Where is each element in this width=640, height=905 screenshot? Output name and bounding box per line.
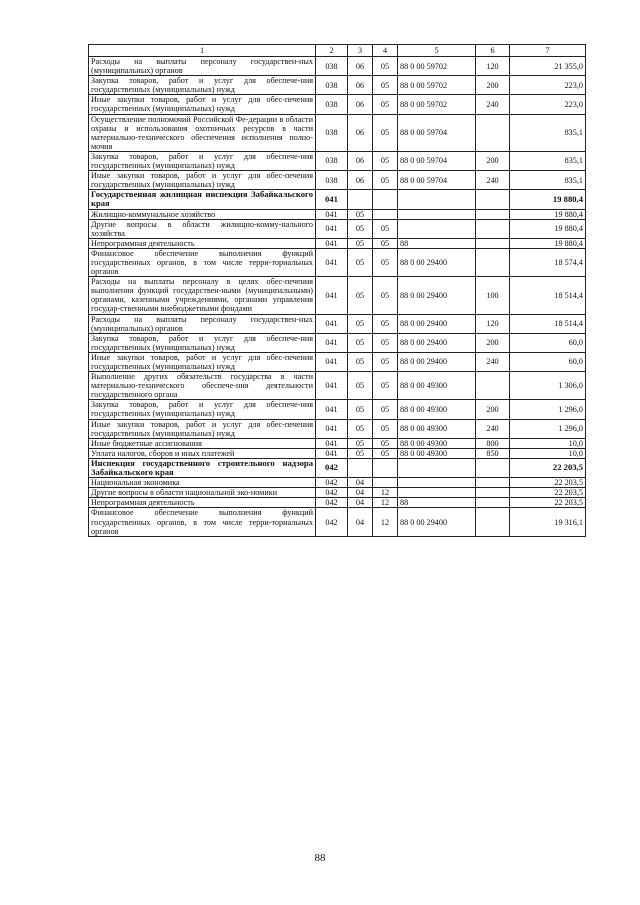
section-code-cell bbox=[348, 190, 373, 209]
amount-cell: 18 514,4 bbox=[510, 277, 586, 314]
expense-name-cell: Финансовое обеспечение выполнения функций государственных органов, в том числе терри-ториальных органов bbox=[89, 248, 316, 276]
department-code-cell: 042 bbox=[316, 498, 348, 508]
department-code-cell: 041 bbox=[316, 248, 348, 276]
section-code-cell bbox=[348, 458, 373, 477]
header-cell: 6 bbox=[476, 45, 510, 57]
expense-type-cell: 120 bbox=[476, 57, 510, 76]
subsection-code-cell bbox=[373, 478, 398, 488]
expense-name-cell: Финансовое обеспечение выполнения функций государственных органов, в том числе терри-ториальных органов bbox=[89, 508, 316, 536]
table-row bbox=[89, 372, 586, 400]
subsection-code-cell bbox=[373, 209, 398, 219]
target-article-cell: 88 bbox=[398, 238, 476, 248]
amount-cell: 22 203,5 bbox=[510, 488, 586, 498]
department-code-cell: 038 bbox=[316, 76, 348, 95]
table-row bbox=[89, 488, 586, 498]
department-code-cell: 042 bbox=[316, 458, 348, 477]
section-code-cell: 05 bbox=[348, 419, 373, 438]
subsection-code-cell: 05 bbox=[373, 238, 398, 248]
department-code-cell: 042 bbox=[316, 478, 348, 488]
department-code-cell: 042 bbox=[316, 508, 348, 536]
expense-name-cell: Расходы на выплаты персоналу в целях обес-печения выполнения функций государствен-ными (муниципальными) органами, казенными учреждениями, органами управления государ-ственными внебюджетными фондами bbox=[89, 277, 316, 314]
department-code-cell: 038 bbox=[316, 171, 348, 190]
department-code-cell: 041 bbox=[316, 238, 348, 248]
expense-name-cell: Осуществление полномочий Российской Фе-дерации в области охраны и использования охотничьих ресурсов в части материально-технического обеспечения исполнения полно-мочия bbox=[89, 114, 316, 151]
table-row bbox=[89, 209, 586, 219]
amount-cell: 835,1 bbox=[510, 114, 586, 151]
amount-cell: 1 296,0 bbox=[510, 419, 586, 438]
expense-name-cell: Расходы на выплаты персоналу государствен-ных (муниципальных) органов bbox=[89, 57, 316, 76]
expense-type-cell bbox=[476, 488, 510, 498]
department-code-cell: 041 bbox=[316, 352, 348, 371]
amount-cell: 10,0 bbox=[510, 448, 586, 458]
department-code-cell: 041 bbox=[316, 209, 348, 219]
table-row bbox=[89, 248, 586, 276]
header-cell: 5 bbox=[398, 45, 476, 57]
section-code-cell: 05 bbox=[348, 238, 373, 248]
header-cell: 7 bbox=[510, 45, 586, 57]
expense-name-cell: Непрограммная деятельность bbox=[89, 498, 316, 508]
subsection-code-cell: 05 bbox=[373, 419, 398, 438]
amount-cell: 22 203,5 bbox=[510, 478, 586, 488]
subsection-code-cell: 05 bbox=[373, 352, 398, 371]
amount-cell: 19 880,4 bbox=[510, 238, 586, 248]
section-code-cell: 06 bbox=[348, 151, 373, 170]
amount-cell: 835,1 bbox=[510, 151, 586, 170]
expense-type-cell bbox=[476, 458, 510, 477]
department-code-cell: 038 bbox=[316, 57, 348, 76]
section-code-cell: 06 bbox=[348, 95, 373, 114]
expense-type-cell: 100 bbox=[476, 277, 510, 314]
expense-name-cell: Инспекция государственного строительного надзора Забайкальского края bbox=[89, 458, 316, 477]
target-article-cell bbox=[398, 458, 476, 477]
section-code-cell: 05 bbox=[348, 448, 373, 458]
amount-cell: 223,0 bbox=[510, 95, 586, 114]
section-code-cell: 06 bbox=[348, 114, 373, 151]
expense-name-cell: Непрограммная деятельность bbox=[89, 238, 316, 248]
section-code-cell: 05 bbox=[348, 219, 373, 238]
amount-cell: 18 514,4 bbox=[510, 314, 586, 333]
subsection-code-cell: 05 bbox=[373, 114, 398, 151]
target-article-cell bbox=[398, 219, 476, 238]
expense-type-cell: 200 bbox=[476, 333, 510, 352]
table-row bbox=[89, 151, 586, 170]
section-code-cell: 05 bbox=[348, 248, 373, 276]
expense-name-cell: Иные закупки товаров, работ и услуг для обес-печения государственных (муниципальных) нужд bbox=[89, 419, 316, 438]
target-article-cell bbox=[398, 488, 476, 498]
amount-cell: 22 203,5 bbox=[510, 458, 586, 477]
section-code-cell: 05 bbox=[348, 333, 373, 352]
target-article-cell: 88 0 00 29400 bbox=[398, 333, 476, 352]
subsection-code-cell: 05 bbox=[373, 314, 398, 333]
expense-type-cell bbox=[476, 238, 510, 248]
target-article-cell: 88 0 00 59702 bbox=[398, 76, 476, 95]
section-code-cell: 04 bbox=[348, 478, 373, 488]
table-row bbox=[89, 448, 586, 458]
table-row bbox=[89, 419, 586, 438]
target-article-cell: 88 0 00 29400 bbox=[398, 248, 476, 276]
table-row bbox=[89, 114, 586, 151]
target-article-cell: 88 0 00 59702 bbox=[398, 57, 476, 76]
table-row bbox=[89, 190, 586, 209]
amount-cell: 1 296,0 bbox=[510, 400, 586, 419]
table-row bbox=[89, 438, 586, 448]
subsection-code-cell bbox=[373, 190, 398, 209]
department-code-cell: 041 bbox=[316, 448, 348, 458]
target-article-cell: 88 0 00 29400 bbox=[398, 352, 476, 371]
table-row bbox=[89, 238, 586, 248]
section-code-cell: 05 bbox=[348, 277, 373, 314]
expense-name-cell: Выполнение других обязательств государства в части материально-технического обеспече-ния деятельности государственного органа bbox=[89, 372, 316, 400]
section-code-cell: 06 bbox=[348, 76, 373, 95]
expense-name-cell: Закупка товаров, работ и услуг для обеспече-ния государственных (муниципальных) нужд bbox=[89, 333, 316, 352]
expense-name-cell: Закупка товаров, работ и услуг для обеспече-ния государственных (муниципальных) нужд bbox=[89, 151, 316, 170]
expense-name-cell: Иные закупки товаров, работ и услуг для обес-печения государственных (муниципальных) нужд bbox=[89, 352, 316, 371]
target-article-cell bbox=[398, 190, 476, 209]
table-row bbox=[89, 277, 586, 314]
table-row bbox=[89, 95, 586, 114]
target-article-cell: 88 0 00 29400 bbox=[398, 508, 476, 536]
table-row bbox=[89, 352, 586, 371]
target-article-cell: 88 0 00 59704 bbox=[398, 171, 476, 190]
expense-type-cell bbox=[476, 190, 510, 209]
amount-cell: 22 203,5 bbox=[510, 498, 586, 508]
department-code-cell: 041 bbox=[316, 277, 348, 314]
expense-type-cell: 850 bbox=[476, 448, 510, 458]
table-row bbox=[89, 478, 586, 488]
target-article-cell: 88 0 00 29400 bbox=[398, 277, 476, 314]
section-code-cell: 05 bbox=[348, 209, 373, 219]
subsection-code-cell: 05 bbox=[373, 372, 398, 400]
section-code-cell: 05 bbox=[348, 438, 373, 448]
subsection-code-cell: 05 bbox=[373, 333, 398, 352]
header-cell: 2 bbox=[316, 45, 348, 57]
amount-cell: 60,0 bbox=[510, 333, 586, 352]
target-article-cell: 88 0 00 59704 bbox=[398, 151, 476, 170]
target-article-cell: 88 0 00 49300 bbox=[398, 400, 476, 419]
table-row bbox=[89, 498, 586, 508]
subsection-code-cell: 12 bbox=[373, 508, 398, 536]
amount-cell: 835,1 bbox=[510, 171, 586, 190]
subsection-code-cell: 12 bbox=[373, 498, 398, 508]
target-article-cell: 88 0 00 59704 bbox=[398, 114, 476, 151]
expense-name-cell: Уплата налогов, сборов и иных платежей bbox=[89, 448, 316, 458]
department-code-cell: 041 bbox=[316, 372, 348, 400]
amount-cell: 21 355,0 bbox=[510, 57, 586, 76]
expense-type-cell: 240 bbox=[476, 171, 510, 190]
subsection-code-cell: 05 bbox=[373, 76, 398, 95]
target-article-cell bbox=[398, 209, 476, 219]
expense-type-cell: 800 bbox=[476, 438, 510, 448]
expense-type-cell: 200 bbox=[476, 400, 510, 419]
subsection-code-cell: 05 bbox=[373, 171, 398, 190]
expense-name-cell: Иные бюджетные ассигнования bbox=[89, 438, 316, 448]
table-row bbox=[89, 333, 586, 352]
amount-cell: 19 880,4 bbox=[510, 190, 586, 209]
section-code-cell: 06 bbox=[348, 57, 373, 76]
amount-cell: 223,0 bbox=[510, 76, 586, 95]
expense-name-cell: Национальная экономика bbox=[89, 478, 316, 488]
department-code-cell: 041 bbox=[316, 190, 348, 209]
amount-cell: 10,0 bbox=[510, 438, 586, 448]
header-cell: 3 bbox=[348, 45, 373, 57]
target-article-cell: 88 0 00 49300 bbox=[398, 448, 476, 458]
subsection-code-cell: 05 bbox=[373, 438, 398, 448]
section-code-cell: 06 bbox=[348, 171, 373, 190]
target-article-cell: 88 0 00 49300 bbox=[398, 372, 476, 400]
subsection-code-cell: 05 bbox=[373, 448, 398, 458]
department-code-cell: 042 bbox=[316, 488, 348, 498]
table-row bbox=[89, 400, 586, 419]
table-row bbox=[89, 314, 586, 333]
target-article-cell: 88 0 00 29400 bbox=[398, 314, 476, 333]
target-article-cell: 88 0 00 49300 bbox=[398, 438, 476, 448]
department-code-cell: 038 bbox=[316, 151, 348, 170]
amount-cell: 19 880,4 bbox=[510, 219, 586, 238]
amount-cell: 19 880,4 bbox=[510, 209, 586, 219]
header-cell: 4 bbox=[373, 45, 398, 57]
expense-type-cell bbox=[476, 209, 510, 219]
target-article-cell: 88 bbox=[398, 498, 476, 508]
expense-type-cell bbox=[476, 508, 510, 536]
expense-type-cell bbox=[476, 478, 510, 488]
expense-name-cell: Иные закупки товаров, работ и услуг для обес-печения государственных (муниципальных) нужд bbox=[89, 171, 316, 190]
expense-name-cell: Закупка товаров, работ и услуг для обеспече-ния государственных (муниципальных) нужд bbox=[89, 400, 316, 419]
expense-name-cell: Расходы на выплаты персоналу государствен-ных (муниципальных) органов bbox=[89, 314, 316, 333]
amount-cell: 60,0 bbox=[510, 352, 586, 371]
subsection-code-cell: 05 bbox=[373, 151, 398, 170]
subsection-code-cell: 05 bbox=[373, 219, 398, 238]
subsection-code-cell: 05 bbox=[373, 400, 398, 419]
expense-type-cell bbox=[476, 372, 510, 400]
table-row bbox=[89, 219, 586, 238]
subsection-code-cell: 05 bbox=[373, 95, 398, 114]
department-code-cell: 041 bbox=[316, 419, 348, 438]
expense-type-cell: 200 bbox=[476, 76, 510, 95]
expense-name-cell: Жилищно-коммунальное хозяйство bbox=[89, 209, 316, 219]
expense-name-cell: Государственная жилищная инспекция Забайкальского края bbox=[89, 190, 316, 209]
expense-type-cell bbox=[476, 248, 510, 276]
table-row bbox=[89, 76, 586, 95]
expense-type-cell: 200 bbox=[476, 151, 510, 170]
expense-type-cell bbox=[476, 498, 510, 508]
expense-type-cell: 240 bbox=[476, 419, 510, 438]
department-code-cell: 041 bbox=[316, 438, 348, 448]
section-code-cell: 05 bbox=[348, 314, 373, 333]
section-code-cell: 05 bbox=[348, 372, 373, 400]
target-article-cell: 88 0 00 49300 bbox=[398, 419, 476, 438]
expense-type-cell: 240 bbox=[476, 95, 510, 114]
table-body bbox=[89, 57, 586, 537]
subsection-code-cell: 05 bbox=[373, 277, 398, 314]
amount-cell: 18 574,4 bbox=[510, 248, 586, 276]
expense-type-cell bbox=[476, 114, 510, 151]
subsection-code-cell bbox=[373, 458, 398, 477]
table-row bbox=[89, 458, 586, 477]
amount-cell: 1 306,0 bbox=[510, 372, 586, 400]
header-cell: 1 bbox=[89, 45, 316, 57]
section-code-cell: 04 bbox=[348, 498, 373, 508]
expense-type-cell bbox=[476, 219, 510, 238]
page-number: 88 bbox=[314, 852, 326, 864]
expense-type-cell: 120 bbox=[476, 314, 510, 333]
table-row bbox=[89, 171, 586, 190]
section-code-cell: 04 bbox=[348, 488, 373, 498]
budget-table bbox=[88, 44, 586, 537]
target-article-cell: 88 0 00 59702 bbox=[398, 95, 476, 114]
amount-cell: 19 316,1 bbox=[510, 508, 586, 536]
section-code-cell: 05 bbox=[348, 400, 373, 419]
department-code-cell: 041 bbox=[316, 219, 348, 238]
subsection-code-cell: 05 bbox=[373, 57, 398, 76]
department-code-cell: 041 bbox=[316, 314, 348, 333]
expense-name-cell: Иные закупки товаров, работ и услуг для обес-печения государственных (муниципальных) нужд bbox=[89, 95, 316, 114]
expense-name-cell: Другие вопросы в области национальной эко-номики bbox=[89, 488, 316, 498]
target-article-cell bbox=[398, 478, 476, 488]
table-row bbox=[89, 508, 586, 536]
section-code-cell: 04 bbox=[348, 508, 373, 536]
subsection-code-cell: 05 bbox=[373, 248, 398, 276]
section-code-cell: 05 bbox=[348, 352, 373, 371]
department-code-cell: 041 bbox=[316, 400, 348, 419]
expense-type-cell: 240 bbox=[476, 352, 510, 371]
department-code-cell: 041 bbox=[316, 333, 348, 352]
department-code-cell: 038 bbox=[316, 95, 348, 114]
table-header-row bbox=[89, 45, 586, 57]
expense-name-cell: Другие вопросы в области жилищно-комму-нального хозяйства bbox=[89, 219, 316, 238]
department-code-cell: 038 bbox=[316, 114, 348, 151]
table-row bbox=[89, 57, 586, 76]
expense-name-cell: Закупка товаров, работ и услуг для обеспече-ния государственных (муниципальных) нужд bbox=[89, 76, 316, 95]
subsection-code-cell: 12 bbox=[373, 488, 398, 498]
